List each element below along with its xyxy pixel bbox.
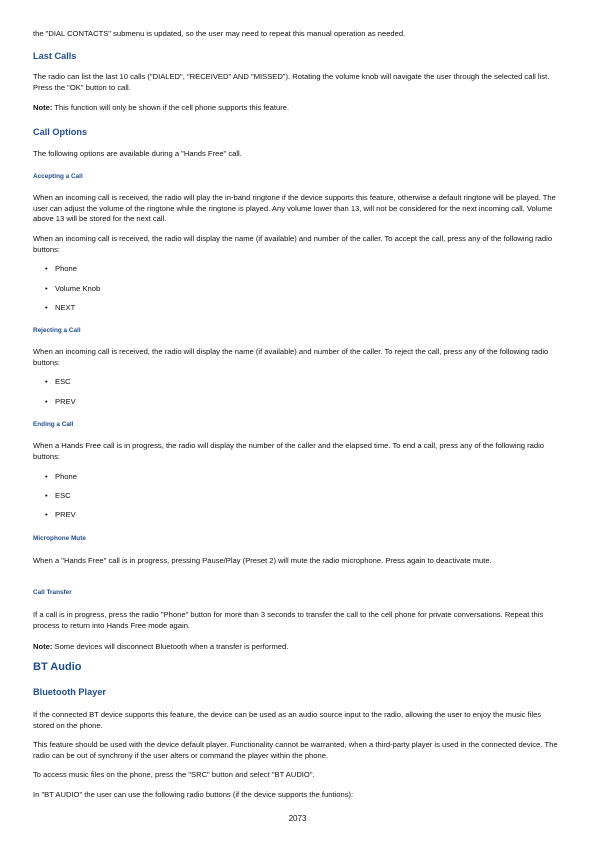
bt-audio-paragraph-3: To access music files on the phone, press the "SRC" button and select "BT AUDIO". — [33, 770, 315, 779]
intro-paragraph: the "DIAL CONTACTS" submenu is updated, so the user may need to repeat this manual operation as needed. — [33, 29, 406, 38]
bt-audio-heading: BT Audio — [33, 661, 82, 673]
microphone-mute-paragraph: When a "Hands Free" call is in progress, pressing Pause/Play (Preset 2) will mute the radio microphone. Press again to deactivate mute. — [33, 556, 492, 565]
call-transfer-paragraph: If a call is in progress, press the radio "Phone" button for more than 3 seconds to transfer the call to the cell phone for private conversations. Repeat this process to return into Hands Free mode again. — [33, 610, 544, 630]
last-calls-heading: Last Calls — [33, 51, 77, 61]
call-options-heading: Call Options — [33, 127, 88, 137]
bt-audio-paragraph-2: This feature should be used with the device default player. Functionality cannot be warranted, when a third-party player is used in the connected device. The radio can be out of synchrony if the user alters or command the player within the phone. — [33, 740, 558, 760]
rejecting-call-heading: Rejecting a Call — [33, 327, 81, 334]
list-item: • Phone — [33, 264, 77, 275]
list-item: • PREV — [33, 397, 76, 408]
list-item: • ESC — [33, 377, 71, 388]
call-options-paragraph: The following options are available during a "Hands Free" call. — [33, 149, 242, 158]
note-label: Note: — [33, 642, 53, 651]
last-calls-paragraph: The radio can list the last 10 calls ("DIALED", "RECEIVED" AND "MISSED"). Rotating the volume knob will navigate the user through the selected call list. Press the "OK" button to call. — [33, 72, 550, 92]
note-text: This function will only be shown if the cell phone supports this feature. — [52, 103, 290, 112]
accepting-call-paragraph-2: When an incoming call is received, the radio will display the name (if available) and number of the caller. To accept the call, press any of the following radio buttons: — [33, 234, 553, 254]
call-transfer-note — [33, 642, 560, 653]
list-item: • Volume Knob — [33, 284, 100, 295]
list-item: • PREV — [33, 510, 76, 521]
accepting-call-heading: Accepting a Call — [33, 173, 83, 180]
note-label: Note: — [33, 103, 53, 112]
microphone-mute-heading: Microphone Mute — [33, 535, 86, 542]
ending-call-heading: Ending a Call — [33, 421, 74, 428]
list-item: • ESC — [33, 491, 71, 502]
last-calls-note — [33, 103, 560, 114]
call-transfer-heading: Call Transfer — [33, 589, 72, 596]
bt-audio-paragraph-1: If the connected BT device supports this feature, the device can be used as an audio source input to the radio, allowing the user to enjoy the music files stored on the phone. — [33, 710, 542, 730]
list-item: • Phone — [33, 472, 77, 483]
bluetooth-player-heading: Bluetooth Player — [33, 687, 107, 697]
page-number: 2073 — [288, 814, 307, 823]
bt-audio-paragraph-4: In "BT AUDIO" the user can use the following radio buttons (if the device supports the funtions): — [33, 790, 354, 799]
rejecting-call-paragraph: When an incoming call is received, the radio will display the name (if available) and number of the caller. To reject the call, press any of the following radio buttons: — [33, 347, 549, 367]
list-item: • NEXT — [33, 303, 75, 314]
ending-call-paragraph: When a Hands Free call is in progress, the radio will display the number of the caller and the elapsed time. To end a call, press any of the following radio buttons: — [33, 441, 545, 461]
accepting-call-paragraph-1: When an incoming call is received, the radio will play the in-band ringtone if the device supports this feature, otherwise a default ringtone will be played. The user can adjust the volume of the ringtone while the ringtone is played. Any volume lower than 13, will not be considered for the next incoming call. Volume above 13 will be stored for the next call. — [33, 193, 556, 223]
note-text: Some devices will disconnect Bluetooth when a transfer is performed. — [52, 642, 289, 651]
